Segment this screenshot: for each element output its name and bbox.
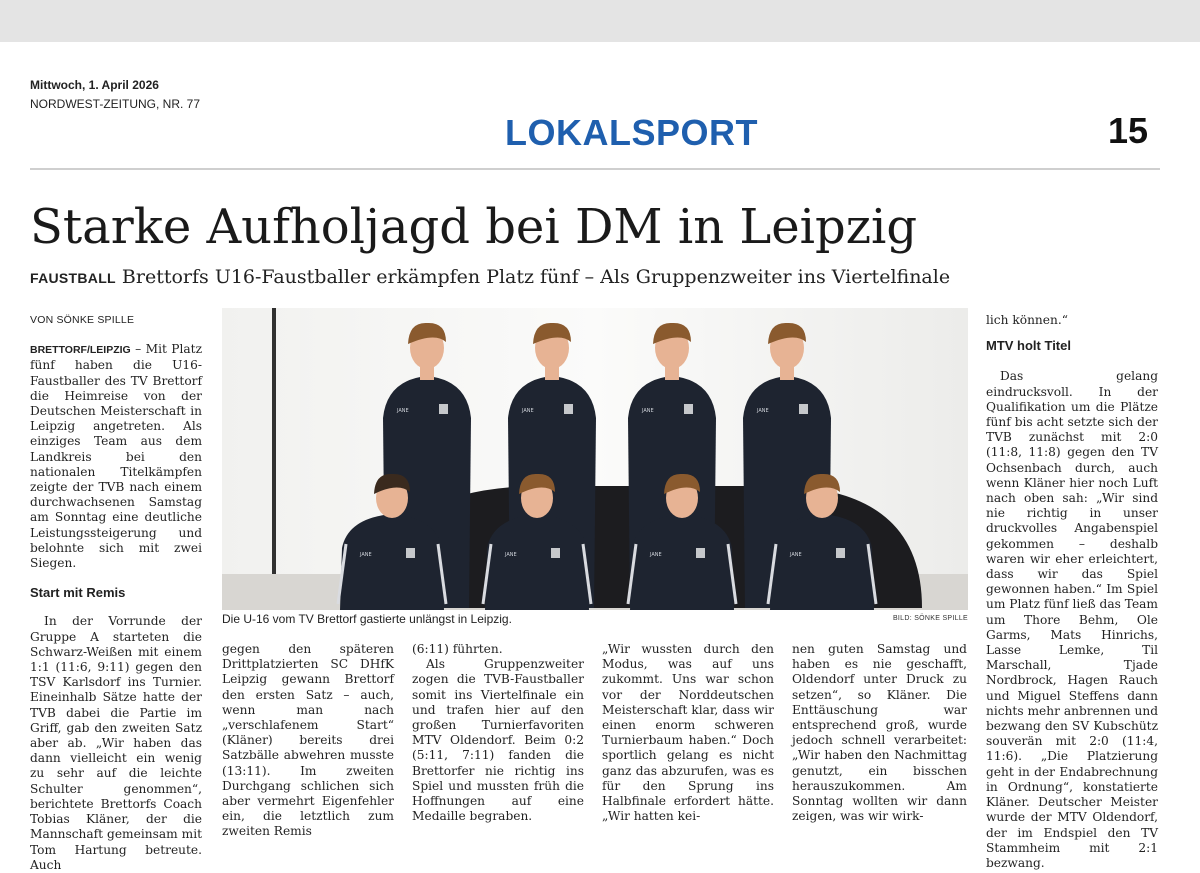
section-title: LOKALSPORT <box>505 112 758 153</box>
column-5 <box>792 642 967 824</box>
jacket-print: JANE <box>397 408 409 414</box>
jacket-print: JANE <box>642 408 654 414</box>
kneeling-player-body <box>340 514 444 610</box>
jacket-print: JANE <box>360 552 372 558</box>
dateline: BRETTORF/LEIPZIG <box>30 344 131 357</box>
page-number: 15 <box>1108 110 1149 151</box>
photo-credit: BILD: SÖNKE SPILLE <box>892 615 968 622</box>
issue-number: NORDWEST-ZEITUNG, NR. 77 <box>30 97 201 111</box>
jacket-logo <box>696 548 705 558</box>
team-photo <box>222 308 968 610</box>
article-headline: Starke Aufholjagd bei DM in Leipzig <box>30 199 918 255</box>
jacket-logo <box>551 548 560 558</box>
article-subheadline: Brettorfs U16-Faustballer erkämpfen Platz fünf – Als Gruppenzweiter ins Viertelfinale <box>121 266 951 288</box>
photo-caption-row <box>222 612 968 626</box>
kneeling-player-body <box>485 514 589 610</box>
body-paragraph: nen guten Samstag und haben es nie geschafft, Oldendorf unter Druck zu setzen“, so Kläner. Die Enttäuschung war entsprechend groß, wurde jedoch schnell verarbeitet: „Wir haben den Nachmittag genutzt, ein bisschen herauszukommen. Am Sonntag wollten wir dann zeigen, was wir wirk- <box>792 642 967 824</box>
column-1 <box>30 313 202 873</box>
jacket-print: JANE <box>505 552 517 558</box>
jacket-logo <box>406 548 415 558</box>
jacket-logo <box>564 404 573 414</box>
issue-date: Mittwoch, 1. April 2026 <box>30 78 159 92</box>
body-paragraph: Als Gruppenzweiter zogen die TVB-Faustballer somit ins Viertelfinale ein und trafen hier auf den großen Turnierfavoriten MTV Oldendorf. Beim 0:2 (5:11, 7:11) fanden die Brettorfer nie richtig ins Spiel und mussten früh die Hoffnungen auf eine Medaille begraben. <box>412 657 584 824</box>
lead-text: – Mit Platz fünf haben die U16-Faustballer des TV Brettorf die Heimreise von der Deutschen Meisterschaft in Leipzig angetreten. Als einziges Team aus dem Landkreis bei den nationalen Titelkämpfen zeigte der TVB nach einem durchwachsenen Samstag am Sonntag eine deutliche Leistungssteigerung und belohnte sich mit zwei Siegen. <box>30 342 202 571</box>
jacket-logo <box>439 404 448 414</box>
jacket-logo <box>836 548 845 558</box>
wall-edge <box>272 308 276 610</box>
jacket-logo <box>799 404 808 414</box>
column-6 <box>986 313 1158 871</box>
column-4 <box>602 642 774 824</box>
jacket-print: JANE <box>790 552 802 558</box>
page-header-meta <box>30 76 200 114</box>
body-paragraph: „Wir wussten durch den Modus, was auf uns zukommt. Uns war schon vor der Norddeutschen Meisterschaft klar, dass wir einen enorm schweren Turnierbaum haben.“ Doch sportlich gelang es nicht ganz das abzurufen, was es für den Sprung ins Halbfinale erfordert hätte. „Wir hatten kei- <box>602 642 774 824</box>
header-divider <box>30 168 1160 170</box>
kneeling-player-body <box>770 514 874 610</box>
body-paragraph: lich können.“ <box>986 313 1068 327</box>
subhead-start-mit-remis: Start mit Remis <box>30 585 126 601</box>
jacket-print: JANE <box>522 408 534 414</box>
subhead-mtv-holt-titel: MTV holt Titel <box>986 338 1071 354</box>
body-paragraph: (6:11) führten. <box>412 642 503 656</box>
body-paragraph: In der Vorrunde der Gruppe A starteten die Schwarz-Weißen mit einem 1:1 (11:6, 9:11) gegen den TSV Karlsdorf ins Turnier. Eineinhalb Sätze hatte der TVB dabei die Partie im Griff, gab den zweiten Satz aber ab. „Wir haben das dann vielleicht ein wenig zu sehr auf die leichte Schulter genommen“, berichtete Brettorfs Coach Tobias Kläner, der die Mannschaft gemeinsam mit Tom Hartung betreute. Auch <box>30 614 202 872</box>
body-paragraph: Das gelang eindrucksvoll. In der Qualifikation um die Plätze fünf bis acht setzte sich der TVB zunächst mit 2:0 (11:8, 11:8) gegen den TV Ochsenbach durch, auch wenn Kläner hier noch Luft nach oben sah: „Wir sind nie richtig in unser druckvolles Angabenspiel gekommen – deshalb waren wir eher erleichtert, dass wir das Spiel gewonnen haben.“ Im Spiel um Platz fünf ließ das Team um Thore Behm, Ole Garms, Mats Hinrichs, Lasse Lemke, Til Marschall, Tjade Nordbrock, Hagen Rauch und Miguel Steffens dann nichts mehr anbrennen und bezwang den SV Kubschütz souverän mit 2:0 (11:4, 11:6). „Die Platzierung geht in der Endabrechnung in Ordnung“, konstatierte Kläner. Deutscher Meister wurde der MTV Oldendorf, der im Endspiel den TV Stammheim mit 2:1 bezwang. <box>986 369 1158 870</box>
article-subheadline-row <box>30 264 950 291</box>
jacket-print: JANE <box>650 552 662 558</box>
lead-paragraph <box>30 342 202 571</box>
article-kicker: FAUSTBALL <box>30 270 116 286</box>
kneeling-player-body <box>630 514 734 610</box>
jacket-print: JANE <box>757 408 769 414</box>
photo-caption: Die U-16 vom TV Brettorf gastierte unlängst in Leipzig. <box>222 612 512 626</box>
jacket-logo <box>684 404 693 414</box>
column-2 <box>222 642 394 840</box>
team-photo-illustration <box>222 308 968 610</box>
byline: VON SÖNKE SPILLE <box>30 314 135 326</box>
browser-top-bar <box>0 0 1200 42</box>
column-3 <box>412 642 584 824</box>
body-paragraph: gegen den späteren Drittplatzierten SC DHfK Leipzig gewann Brettorf den ersten Satz – auch, wenn man nach „verschlafenem Start“ (Kläner) bereits drei Satzbälle abwehren musste (13:11). Im zweiten Durchgang schlichen sich aber vermehrt Eigenfehler ein, die letztlich zum zweiten Remis <box>222 642 394 839</box>
